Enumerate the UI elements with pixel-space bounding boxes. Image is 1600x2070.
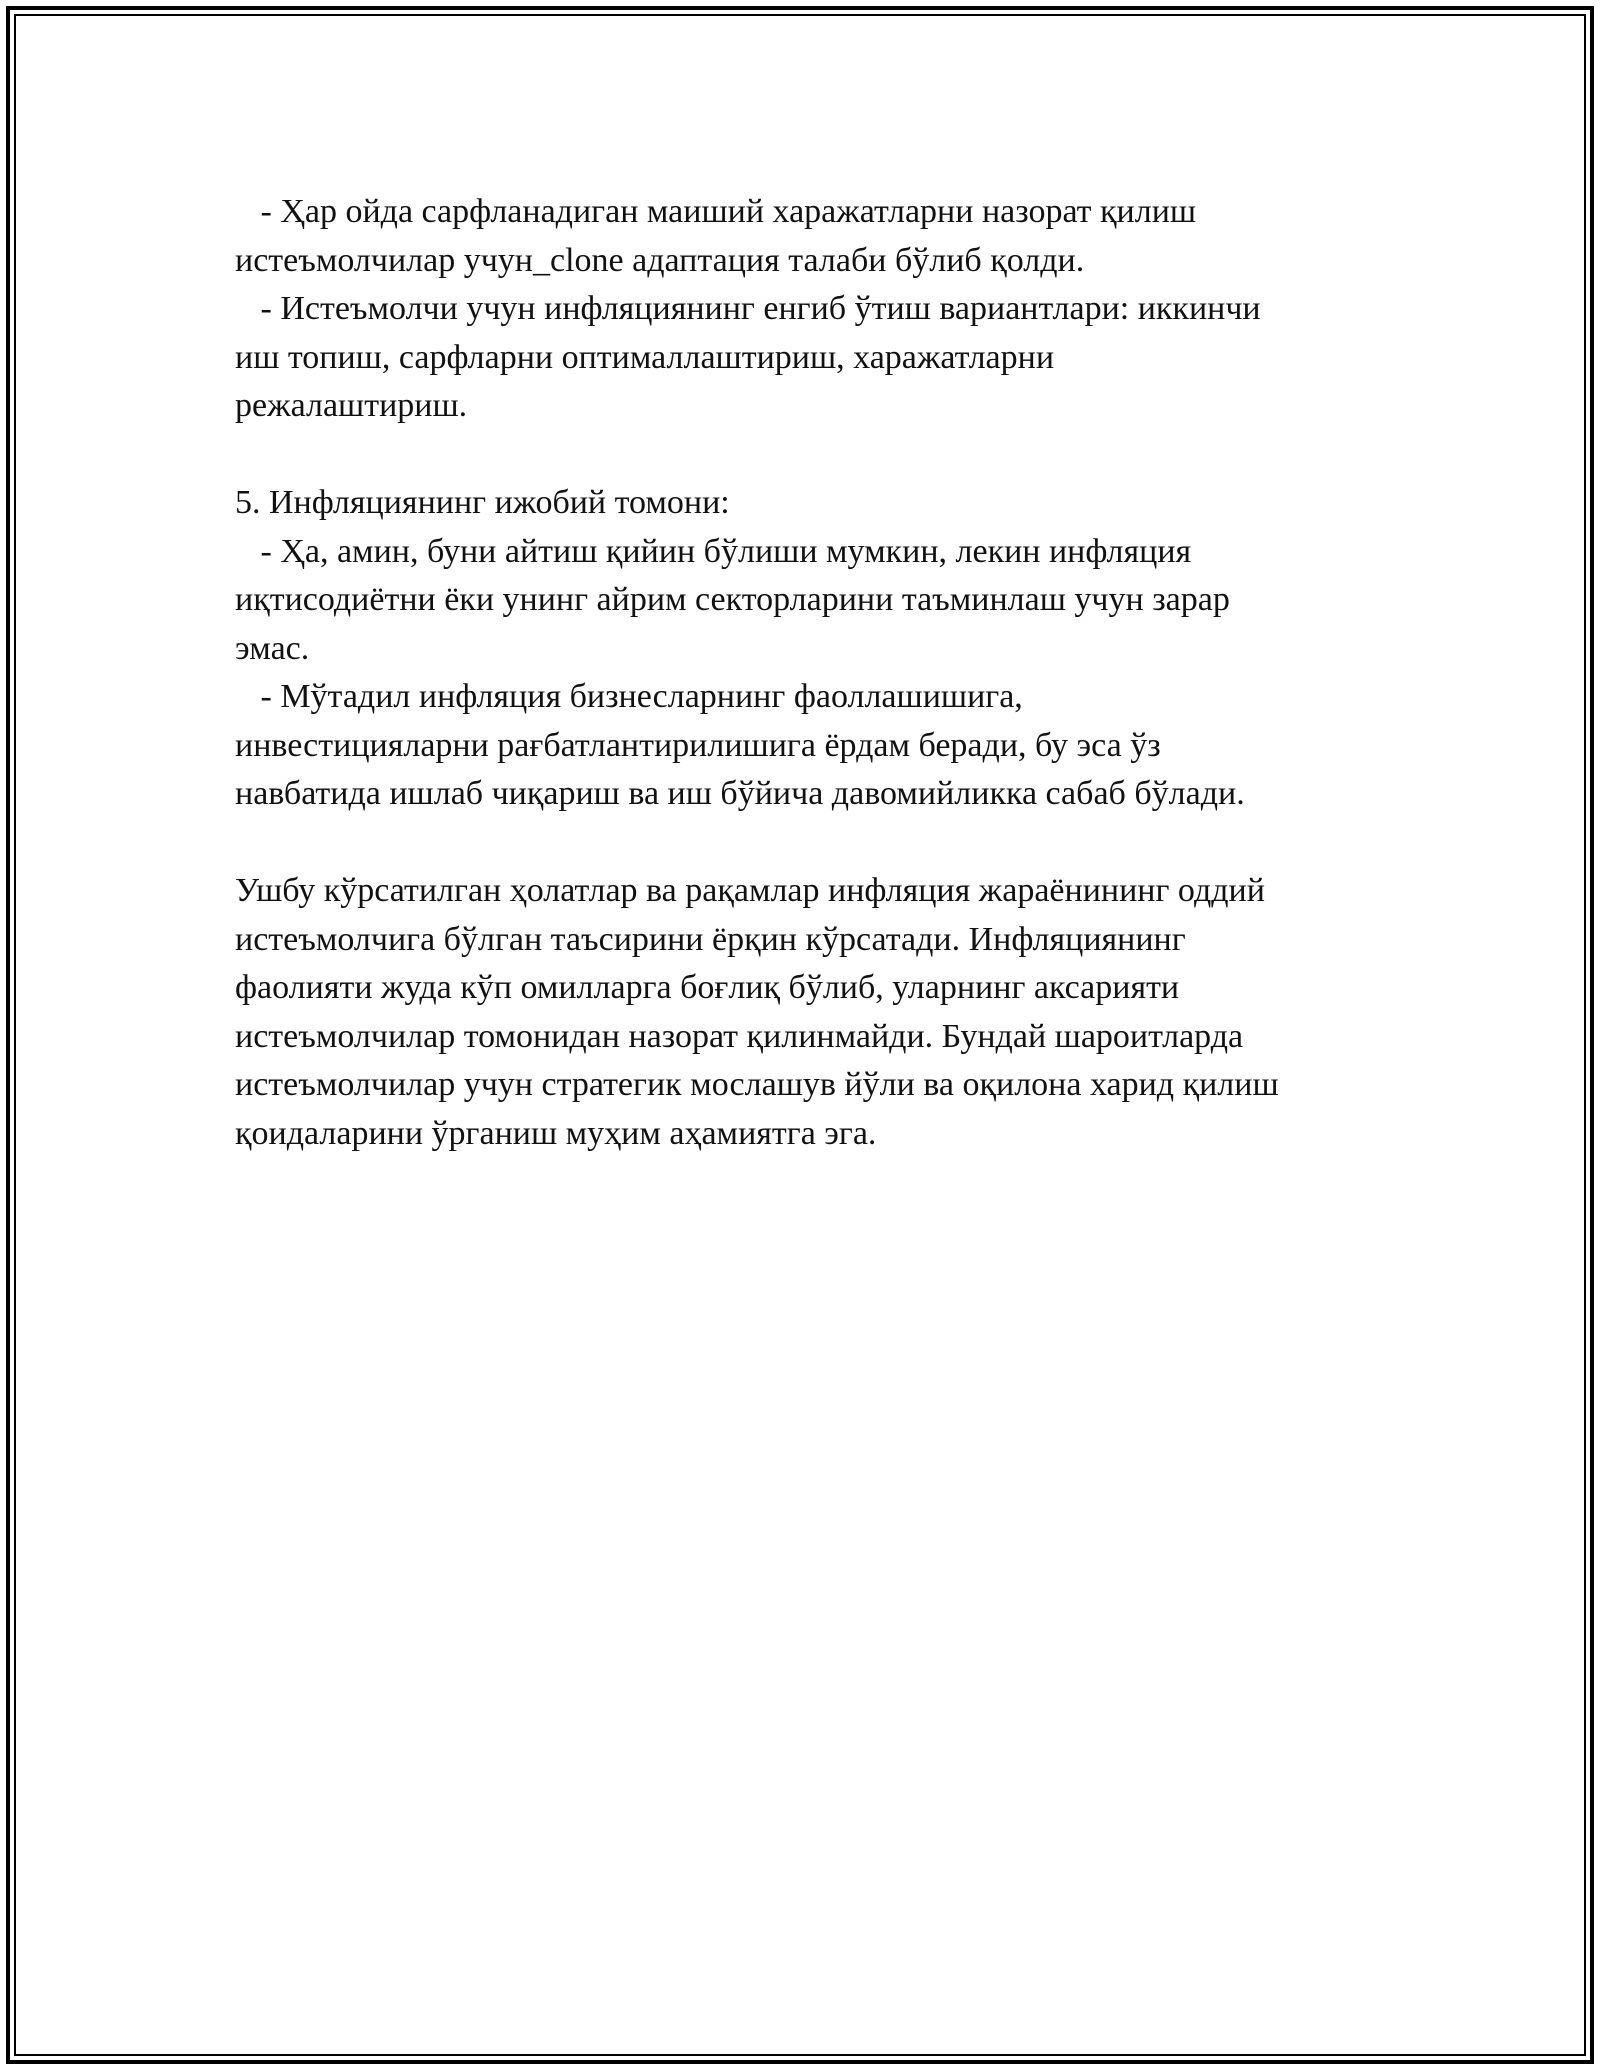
text-line: иш топиш, сарфларни оптималлаштириш, харажатларни	[235, 338, 1055, 376]
text-line: навбатида ишлаб чиқариш ва иш бўйича давомийликка сабаб бўлади.	[235, 775, 1245, 812]
text-line: истеъмолчилар томонидан назорат қилинмайди. Бундай шароитларда	[235, 1017, 1244, 1055]
text-line: иқтисодиётни ёки унинг айрим секторларини таъминлаш учун зарар	[235, 581, 1230, 618]
text-line: - Истеъмолчи учун инфляциянинг енгиб ўтиш вариантлари: иккинчи	[235, 290, 1261, 327]
blank-line	[235, 819, 1415, 868]
text-line: истеъмолчилар учун_clone адаптация талаби бўлиб қолди.	[235, 241, 1085, 279]
text-line: - Мўтадил инфляция бизнесларнинг фаоллашишига,	[235, 678, 1023, 715]
text-line: - Ҳар ойда сарфланадиган маиший харажатларни назорат қилиш	[235, 193, 1197, 230]
text-line: Ушбу кўрсатилган ҳолатлар ва рақамлар инфляция жараёнининг оддий	[235, 872, 1265, 909]
text-line: эмас.	[235, 629, 310, 667]
text-line: - Ҳа, амин, буни айтиш қийин бўлиши мумкин, лекин инфляция	[235, 532, 1192, 570]
text-line: истеъмолчилар учун стратегик мослашув йўли ва оқилона харид қилиш	[235, 1066, 1279, 1103]
document-body	[235, 188, 1415, 1158]
text-line: фаолияти жуда кўп омилларга боғлиқ бўлиб, уларнинг аксарияти	[235, 969, 1180, 1006]
section-heading: 5. Инфляциянинг ижобий томони:	[235, 484, 730, 521]
blank-line	[235, 431, 1415, 480]
text-line: режалаштириш.	[235, 387, 468, 424]
text-line: қоидаларини ўрганиш муҳим аҳамиятга эга.	[235, 1114, 877, 1152]
text-line: истеъмолчига бўлган таъсирини ёрқин кўрсатади. Инфляциянинг	[235, 920, 1186, 958]
text-line: инвестицияларни рағбатлантирилишига ёрдам беради, бу эса ўз	[235, 726, 1161, 764]
